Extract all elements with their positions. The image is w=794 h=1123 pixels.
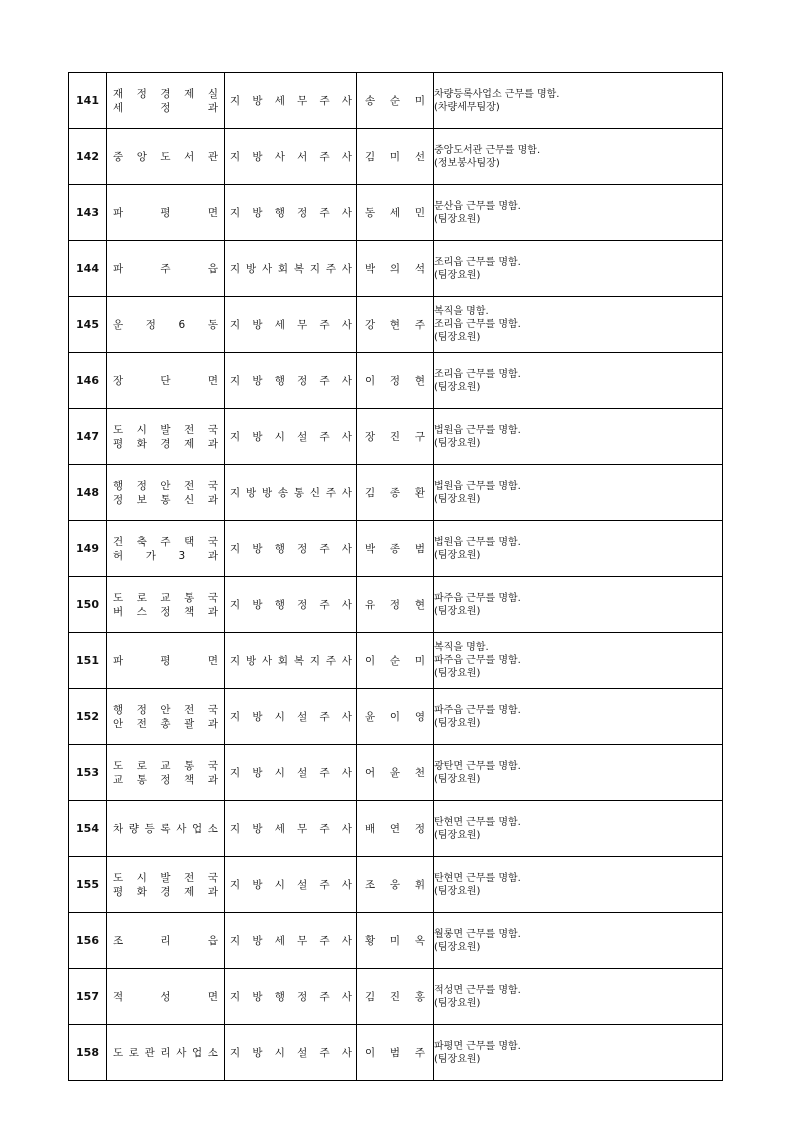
- note-cell: [434, 465, 723, 521]
- table-row: [69, 801, 723, 857]
- note-cell: [434, 801, 723, 857]
- rank-text: 지 방 사 회 복 지 주 사: [230, 262, 352, 275]
- rank-text: 지 방 시 설 주 사: [230, 766, 352, 779]
- row-number: 153: [69, 745, 107, 801]
- department-line: 평 화 경 제 과: [113, 437, 218, 450]
- rank-cell: [225, 969, 357, 1025]
- department-cell: [107, 801, 225, 857]
- department-line: 도 로 관 리 사 업 소: [113, 1046, 218, 1059]
- row-number: 144: [69, 241, 107, 297]
- row-number: 151: [69, 633, 107, 689]
- table-row: [69, 745, 723, 801]
- person-name: 이 순 미: [365, 654, 425, 667]
- name-cell: [357, 297, 434, 353]
- name-cell: [357, 577, 434, 633]
- person-name: 김 종 환: [365, 486, 425, 499]
- table-row: [69, 409, 723, 465]
- department-cell: [107, 241, 225, 297]
- department-line: 장 단 면: [113, 374, 218, 387]
- note-cell: [434, 633, 723, 689]
- department-line: 운 정 6 동: [113, 318, 218, 331]
- rank-cell: [225, 73, 357, 129]
- note-line: 탄현면 근무를 명함.: [434, 872, 521, 884]
- rank-cell: [225, 745, 357, 801]
- row-number: 143: [69, 185, 107, 241]
- rank-text: 지 방 시 설 주 사: [230, 878, 352, 891]
- note-line: 법원읍 근무를 명함.: [434, 536, 521, 548]
- person-name: 강 현 주: [365, 318, 425, 331]
- note-line: (팀장요원): [434, 941, 481, 953]
- note-line: 법원읍 근무를 명함.: [434, 480, 521, 492]
- person-name: 어 윤 천: [365, 766, 425, 779]
- person-name: 동 세 민: [365, 206, 425, 219]
- department-cell: [107, 969, 225, 1025]
- note-cell: [434, 521, 723, 577]
- department-line: 안 전 총 괄 과: [113, 717, 218, 730]
- row-number: 141: [69, 73, 107, 129]
- table-row: [69, 633, 723, 689]
- name-cell: [357, 913, 434, 969]
- department-cell: [107, 409, 225, 465]
- row-number: 148: [69, 465, 107, 521]
- name-cell: [357, 969, 434, 1025]
- person-name: 장 진 구: [365, 430, 425, 443]
- rank-cell: [225, 633, 357, 689]
- rank-cell: [225, 465, 357, 521]
- person-name: 이 정 현: [365, 374, 425, 387]
- rank-text: 지 방 시 설 주 사: [230, 710, 352, 723]
- department-cell: [107, 689, 225, 745]
- table-row: [69, 521, 723, 577]
- department-line: 도 시 발 전 국: [113, 423, 218, 436]
- table-row: [69, 913, 723, 969]
- table-row: [69, 857, 723, 913]
- note-cell: [434, 857, 723, 913]
- department-cell: [107, 353, 225, 409]
- department-cell: [107, 745, 225, 801]
- note-line: 복직을 명함.: [434, 306, 489, 317]
- department-line: 세 정 과: [113, 101, 218, 114]
- department-cell: [107, 913, 225, 969]
- row-number: 147: [69, 409, 107, 465]
- rank-text: 지 방 세 무 주 사: [230, 934, 352, 947]
- note-cell: [434, 353, 723, 409]
- name-cell: [357, 353, 434, 409]
- name-cell: [357, 521, 434, 577]
- person-name: 박 의 석: [365, 262, 425, 275]
- note-cell: [434, 241, 723, 297]
- note-line: 파주읍 근무를 명함.: [434, 704, 521, 716]
- rank-cell: [225, 521, 357, 577]
- department-line: 도 시 발 전 국: [113, 871, 218, 884]
- rank-text: 지 방 세 무 주 사: [230, 94, 352, 107]
- department-line: 행 정 안 전 국: [113, 703, 218, 716]
- rank-cell: [225, 409, 357, 465]
- rank-text: 지 방 방 송 통 신 주 사: [230, 486, 352, 499]
- name-cell: [357, 241, 434, 297]
- note-line: (팀장요원): [434, 717, 481, 729]
- note-line: (팀장요원): [434, 213, 481, 225]
- rank-text: 지 방 행 정 주 사: [230, 990, 352, 1003]
- rank-cell: [225, 689, 357, 745]
- table-row: [69, 689, 723, 745]
- department-cell: [107, 633, 225, 689]
- row-number: 157: [69, 969, 107, 1025]
- rank-cell: [225, 297, 357, 353]
- note-line: (정보봉사팀장): [434, 157, 500, 169]
- department-line: 적 성 면: [113, 990, 218, 1003]
- note-cell: [434, 1025, 723, 1081]
- note-line: 파주읍 근무를 명함.: [434, 592, 521, 604]
- rank-cell: [225, 913, 357, 969]
- department-line: 평 화 경 제 과: [113, 885, 218, 898]
- row-number: 146: [69, 353, 107, 409]
- note-cell: [434, 73, 723, 129]
- name-cell: [357, 633, 434, 689]
- note-line: (팀장요원): [434, 332, 481, 343]
- note-line: 중앙도서관 근무를 명함.: [434, 144, 541, 156]
- table-row: [69, 241, 723, 297]
- note-line: 월롱면 근무를 명함.: [434, 928, 521, 940]
- person-name: 윤 이 영: [365, 710, 425, 723]
- department-line: 재 정 경 제 실: [113, 87, 218, 100]
- department-cell: [107, 577, 225, 633]
- row-number: 149: [69, 521, 107, 577]
- department-line: 파 평 면: [113, 654, 218, 667]
- department-line: 버 스 정 책 과: [113, 605, 218, 618]
- person-name: 황 미 옥: [365, 934, 425, 947]
- person-name: 조 웅 휘: [365, 878, 425, 891]
- table-row: [69, 969, 723, 1025]
- rank-text: 지 방 행 정 주 사: [230, 206, 352, 219]
- department-line: 중 앙 도 서 관: [113, 150, 218, 163]
- note-line: 법원읍 근무를 명함.: [434, 424, 521, 436]
- table-row: [69, 465, 723, 521]
- rank-text: 지 방 행 정 주 사: [230, 374, 352, 387]
- note-line: (팀장요원): [434, 269, 481, 281]
- note-cell: [434, 185, 723, 241]
- note-line: (팀장요원): [434, 885, 481, 897]
- note-cell: [434, 689, 723, 745]
- table-row: [69, 73, 723, 129]
- note-cell: [434, 577, 723, 633]
- department-cell: [107, 73, 225, 129]
- note-line: 차량등록사업소 근무를 명함.: [434, 88, 560, 100]
- note-cell: [434, 129, 723, 185]
- rank-text: 지 방 세 무 주 사: [230, 822, 352, 835]
- name-cell: [357, 857, 434, 913]
- person-name: 이 범 주: [365, 1046, 425, 1059]
- note-line: (팀장요원): [434, 549, 481, 561]
- rank-text: 지 방 시 설 주 사: [230, 430, 352, 443]
- row-number: 155: [69, 857, 107, 913]
- rank-cell: [225, 857, 357, 913]
- department-cell: [107, 297, 225, 353]
- person-name: 김 미 선: [365, 150, 425, 163]
- table-row: [69, 577, 723, 633]
- rank-cell: [225, 185, 357, 241]
- personnel-order-table: [68, 72, 723, 1081]
- rank-text: 지 방 세 무 주 사: [230, 318, 352, 331]
- department-cell: [107, 1025, 225, 1081]
- department-cell: [107, 129, 225, 185]
- department-line: 정 보 통 신 과: [113, 493, 218, 506]
- note-cell: [434, 969, 723, 1025]
- note-line: (팀장요원): [434, 668, 481, 679]
- note-cell: [434, 745, 723, 801]
- note-line: (팀장요원): [434, 1053, 481, 1065]
- note-line: (팀장요원): [434, 997, 481, 1009]
- department-line: 파 평 면: [113, 206, 218, 219]
- note-line: 파주읍 근무를 명함.: [434, 655, 521, 666]
- department-line: 교 통 정 책 과: [113, 773, 218, 786]
- note-line: (팀장요원): [434, 381, 481, 393]
- note-line: 조리읍 근무를 명함.: [434, 368, 521, 380]
- person-name: 송 순 미: [365, 94, 425, 107]
- rank-cell: [225, 801, 357, 857]
- table-row: [69, 353, 723, 409]
- rank-cell: [225, 241, 357, 297]
- person-name: 유 정 현: [365, 598, 425, 611]
- rank-text: 지 방 행 정 주 사: [230, 542, 352, 555]
- note-line: (팀장요원): [434, 773, 481, 785]
- table-row: [69, 297, 723, 353]
- note-cell: [434, 913, 723, 969]
- table-body: [69, 73, 723, 1081]
- row-number: 145: [69, 297, 107, 353]
- name-cell: [357, 409, 434, 465]
- department-cell: [107, 465, 225, 521]
- department-cell: [107, 857, 225, 913]
- name-cell: [357, 745, 434, 801]
- row-number: 154: [69, 801, 107, 857]
- note-line: (팀장요원): [434, 605, 481, 617]
- department-line: 조 리 읍: [113, 934, 218, 947]
- name-cell: [357, 129, 434, 185]
- rank-cell: [225, 353, 357, 409]
- note-line: (팀장요원): [434, 829, 481, 841]
- name-cell: [357, 1025, 434, 1081]
- name-cell: [357, 73, 434, 129]
- department-line: 행 정 안 전 국: [113, 479, 218, 492]
- name-cell: [357, 185, 434, 241]
- note-line: 복직을 명함.: [434, 642, 489, 653]
- rank-cell: [225, 577, 357, 633]
- row-number: 150: [69, 577, 107, 633]
- rank-text: 지 방 사 서 주 사: [230, 150, 352, 163]
- note-line: 탄현면 근무를 명함.: [434, 816, 521, 828]
- person-name: 배 연 정: [365, 822, 425, 835]
- row-number: 152: [69, 689, 107, 745]
- note-line: (팀장요원): [434, 437, 481, 449]
- note-cell: [434, 297, 723, 353]
- name-cell: [357, 689, 434, 745]
- note-line: 적성면 근무를 명함.: [434, 984, 521, 996]
- note-line: 파평면 근무를 명함.: [434, 1040, 521, 1052]
- rank-text: 지 방 행 정 주 사: [230, 598, 352, 611]
- table-row: [69, 129, 723, 185]
- note-line: 조리읍 근무를 명함.: [434, 319, 521, 330]
- department-line: 파 주 읍: [113, 262, 218, 275]
- note-line: (팀장요원): [434, 493, 481, 505]
- rank-cell: [225, 1025, 357, 1081]
- rank-text: 지 방 시 설 주 사: [230, 1046, 352, 1059]
- table-row: [69, 1025, 723, 1081]
- department-line: 도 로 교 통 국: [113, 591, 218, 604]
- name-cell: [357, 801, 434, 857]
- row-number: 156: [69, 913, 107, 969]
- rank-text: 지 방 사 회 복 지 주 사: [230, 654, 352, 667]
- name-cell: [357, 465, 434, 521]
- row-number: 158: [69, 1025, 107, 1081]
- person-name: 박 종 범: [365, 542, 425, 555]
- department-cell: [107, 185, 225, 241]
- rank-cell: [225, 129, 357, 185]
- table-row: [69, 185, 723, 241]
- note-line: 문산읍 근무를 명함.: [434, 200, 521, 212]
- department-line: 도 로 교 통 국: [113, 759, 218, 772]
- department-line: 차 량 등 록 사 업 소: [113, 822, 218, 835]
- note-line: 조리읍 근무를 명함.: [434, 256, 521, 268]
- department-line: 건 축 주 택 국: [113, 535, 218, 548]
- note-line: (차량세무팀장): [434, 101, 500, 113]
- note-line: 광탄면 근무를 명함.: [434, 760, 521, 772]
- note-cell: [434, 409, 723, 465]
- person-name: 김 진 홍: [365, 990, 425, 1003]
- department-cell: [107, 521, 225, 577]
- department-line: 허 가 3 과: [113, 549, 218, 562]
- row-number: 142: [69, 129, 107, 185]
